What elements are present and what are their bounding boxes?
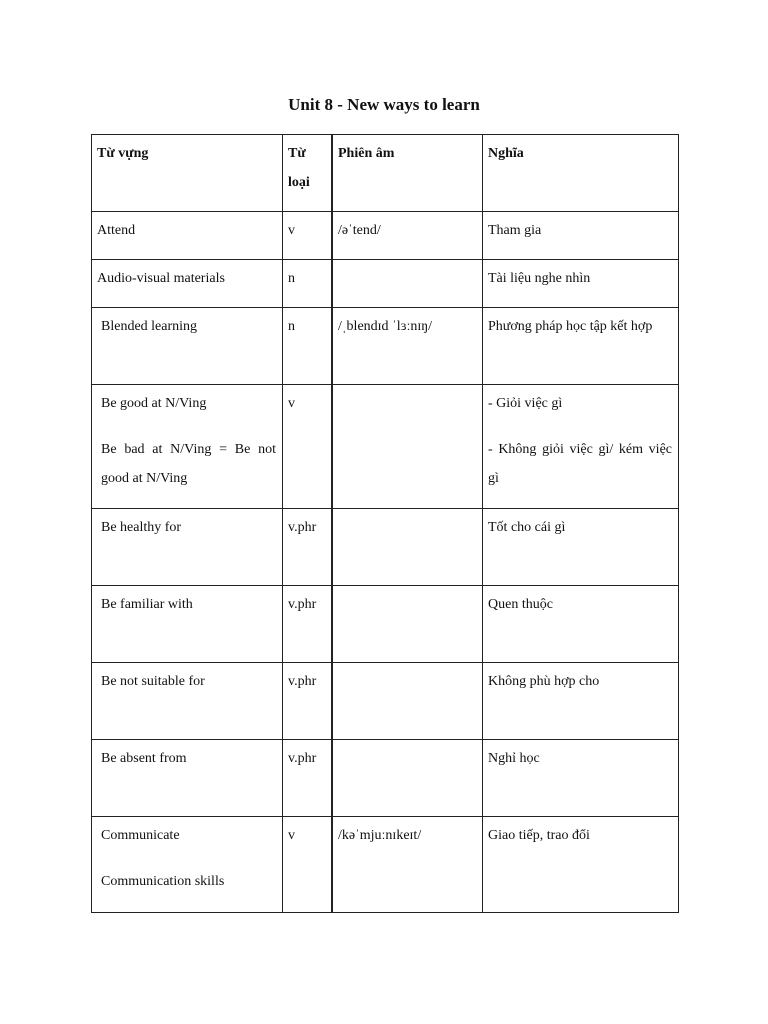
header-pron: Phiên âm [332,135,483,212]
meaning-cell: Nghỉ học [483,740,679,817]
pron-cell: /ˌblendɪd ˈlɜːnɪŋ/ [332,308,483,385]
header-pos: Từ loại [283,135,333,212]
vocab-cell: Attend [92,212,283,260]
meaning-cell: Quen thuộc [483,586,679,663]
vocab-line: Communication skills [101,874,225,889]
pron-cell [332,385,483,509]
table-row [92,509,679,586]
table-row [92,385,679,509]
pos-cell: v.phr [283,663,333,740]
meaning-line: - Giỏi việc gì [488,396,563,411]
vocab-line: Be bad at N/Ving = Be not good at N/Ving [101,442,276,486]
meaning-cell: Tốt cho cái gì [483,509,679,586]
pos-cell: v.phr [283,586,333,663]
vocab-cell [92,817,283,913]
table-row [92,663,679,740]
pos-cell: v.phr [283,509,333,586]
vocab-cell: Be healthy for [92,509,283,586]
page-title: Unit 8 - New ways to learn [288,95,480,114]
vocab-line: Communicate [101,828,180,843]
meaning-cell [483,385,679,509]
pos-cell: v.phr [283,740,333,817]
vocab-cell: Audio-visual materials [92,260,283,308]
table-row [92,260,679,308]
meaning-cell: Tham gia [483,212,679,260]
table-row [92,308,679,385]
vocabulary-table [91,134,679,913]
pos-cell: v [283,212,333,260]
pron-cell [332,260,483,308]
meaning-line: - Không giỏi việc gì/ kém việc gì [488,442,672,486]
header-vocab: Từ vựng [92,135,283,212]
header-meaning: Nghĩa [483,135,679,212]
vocab-cell [92,385,283,509]
vocab-cell: Be familiar with [92,586,283,663]
table-row [92,586,679,663]
vocab-line: Be good at N/Ving [101,396,207,411]
table-header-row [92,135,679,212]
pron-cell [332,586,483,663]
table-row [92,212,679,260]
pos-cell: v [283,385,333,509]
meaning-cell: Giao tiếp, trao đổi [483,817,679,913]
pron-cell [332,740,483,817]
meaning-cell: Phương pháp học tập kết hợp [483,308,679,385]
vocab-cell: Blended learning [92,308,283,385]
pron-cell [332,663,483,740]
meaning-cell: Tài liệu nghe nhìn [483,260,679,308]
pos-cell: v [283,817,333,913]
pron-cell: /kəˈmjuːnɪkeɪt/ [332,817,483,913]
meaning-cell: Không phù hợp cho [483,663,679,740]
table-row [92,740,679,817]
table-row [92,817,679,913]
pos-cell: n [283,308,333,385]
pron-cell [332,509,483,586]
pos-cell: n [283,260,333,308]
vocab-cell: Be not suitable for [92,663,283,740]
vocab-cell: Be absent from [92,740,283,817]
pron-cell: /əˈtend/ [332,212,483,260]
